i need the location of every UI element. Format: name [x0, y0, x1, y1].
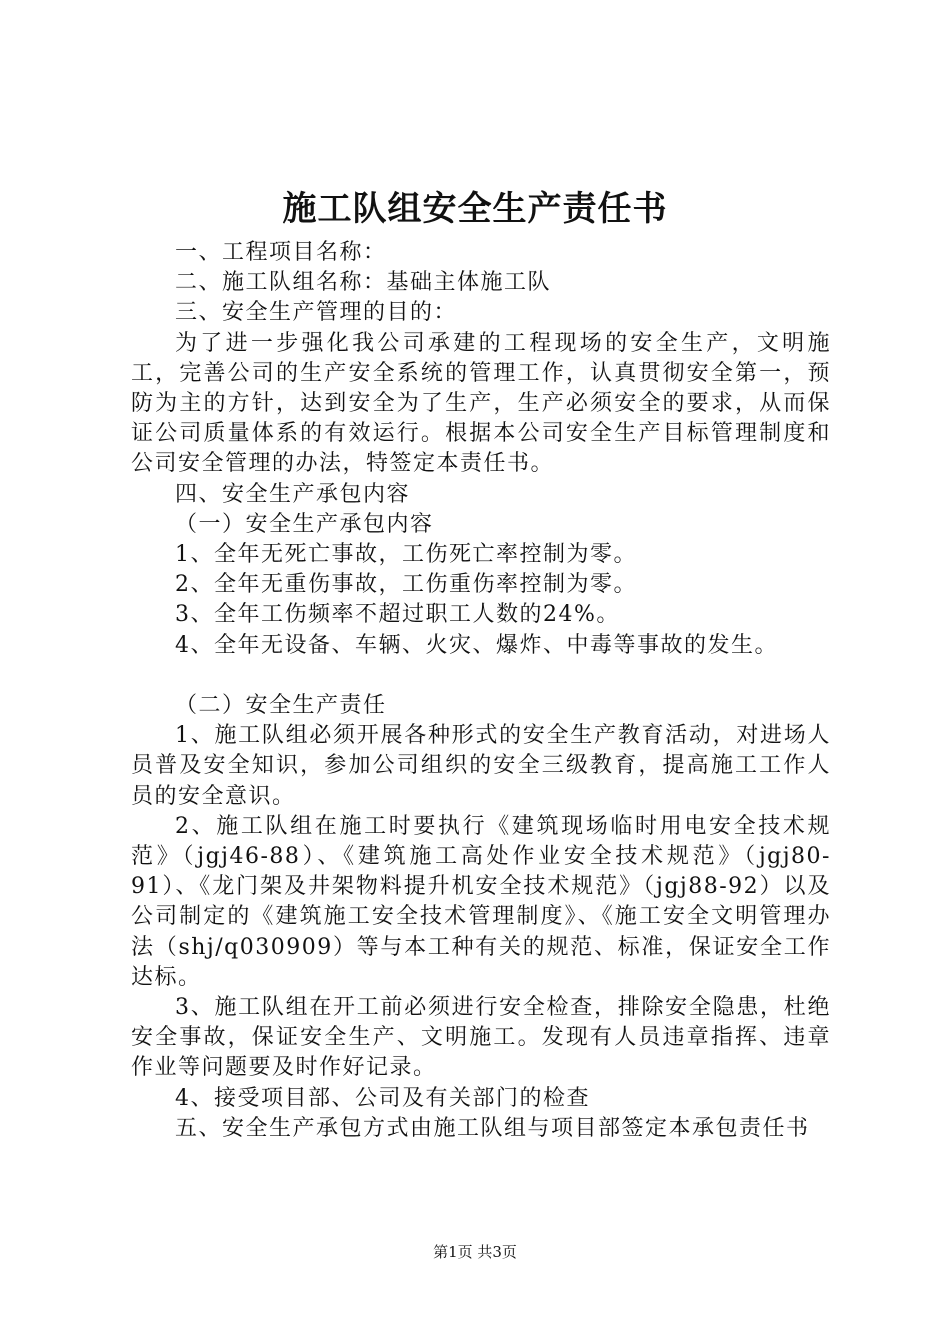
subsection-contract-content-heading: （一）安全生产承包内容 — [175, 511, 434, 537]
list-item: 2、全年无重伤事故，工伤重伤率控制为零。 — [175, 572, 637, 598]
section-purpose-heading: 三、安全生产管理的目的： — [175, 300, 458, 326]
section-team-name: 二、施工队组名称：基础主体施工队 — [175, 270, 552, 296]
list-item: 4、全年无设备、车辆、火灾、爆炸、中毒等事故的发生。 — [175, 632, 778, 658]
list-item: 1、全年无死亡事故，工伤死亡率控制为零。 — [175, 542, 637, 568]
section-project-name: 一、工程项目名称： — [175, 240, 387, 265]
document-title: 施工队组安全生产责任书 — [282, 189, 668, 229]
blank-line — [131, 661, 831, 691]
responsibility-item: 2、施工队组在施工时要执行《建筑现场临时用电安全技术规范》（jgj46-88）、《建筑施工高处作业安全技术规范》（jgj80-91）、《龙门架及井架物料提升机安全技术规范》（jgj88-92）以及公司制定的《建筑施工安全技术管理制度》、《施工安全文明管理办法（shj/q030909）等与本工种有关的规范、标准，保证安全工作达标。 — [131, 813, 831, 990]
purpose-paragraph: 为了进一步强化我公司承建的工程现场的安全生产，文明施工，完善公司的生产安全系统的管理工作，认真贯彻安全第一，预防为主的方针，达到安全为了生产，生产必须安全的要求，从而保证公司质量体系的有效运行。根据本公司安全生产目标管理制度和公司安全管理的办法，特签定本责任书。 — [131, 330, 831, 477]
document-body — [131, 238, 831, 1144]
responsibility-item: 4、接受项目部、公司及有关部门的检查 — [175, 1085, 590, 1111]
page-footer: 第1页 共3页 — [433, 1243, 517, 1261]
responsibility-item: 3、施工队组在开工前必须进行安全检查，排除安全隐患，杜绝安全事故，保证安全生产、文明施工。发现有人员违章指挥、违章作业等问题要及时作好记录。 — [131, 995, 831, 1081]
section-contract-content-heading: 四、安全生产承包内容 — [175, 481, 411, 507]
list-item: 3、全年工伤频率不超过职工人数的24%。 — [175, 602, 620, 628]
subsection-responsibility-heading: （二）安全生产责任 — [175, 693, 387, 719]
section-contract-method: 五、安全生产承包方式由施工队组与项目部签定本承包责任书 — [175, 1115, 810, 1141]
responsibility-item: 1、施工队组必须开展各种形式的安全生产教育活动，对进场人员普及安全知识，参加公司组织的安全三级教育，提高施工工作人员的安全意识。 — [131, 723, 831, 809]
